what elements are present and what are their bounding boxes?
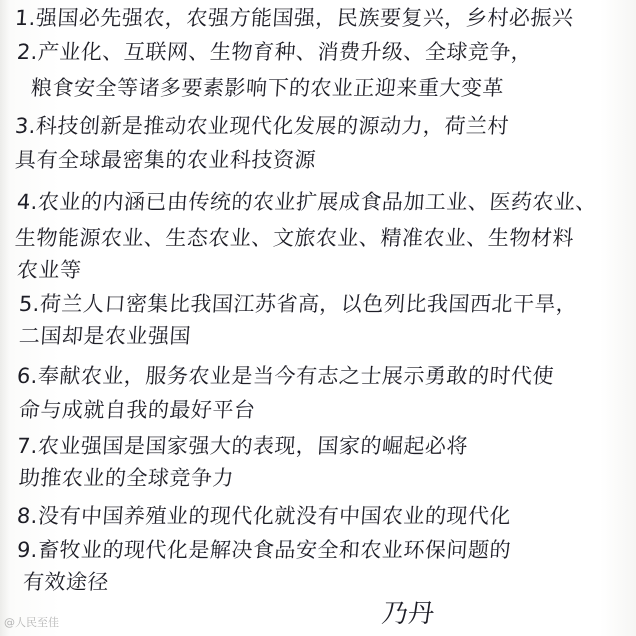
watermark: @人民至佳 (4, 616, 59, 629)
note-line-16: 9.畜牧业的现代化是解决食品安全和农业环保问题的 (16, 538, 512, 562)
note-line-3: 粮食安全等诸多要素影响下的农业正迎来重大变革 (30, 76, 505, 100)
note-line-5: 具有全球最密集的农业科技资源 (14, 148, 317, 172)
note-line-14: 助推农业的全球竞争力 (18, 466, 235, 490)
note-line-10: 二国却是农业强国 (18, 324, 192, 348)
note-line-4: 3.科技创新是推动农业现代化发展的源动力，荷兰村 (14, 114, 510, 138)
note-line-12: 命与成就自我的最好平台 (18, 398, 257, 422)
note-line-17: 有效途径 (22, 570, 110, 594)
note-line-15: 8.没有中国养殖业的现代化就没有中国农业的现代化 (16, 504, 512, 528)
note-line-1: 1.强国必先强农，农强方能国强，民族要复兴，乡村必振兴 (14, 6, 575, 30)
note-line-11: 6.奉献农业，服务农业是当今有志之士展示勇敢的时代使 (16, 364, 555, 388)
note-line-13: 7.农业强国是国家强大的表现，国家的崛起必将 (16, 434, 469, 458)
note-line-9: 5.荷兰人口密集比我国江苏省高，以色列比我国西北干旱， (18, 292, 579, 316)
note-line-7: 生物能源农业、生态农业、文旅农业、精准农业、生物材料 (14, 226, 575, 250)
note-line-2: 2.产业化、互联网、生物育种、消费升级、全球竞争， (16, 40, 534, 64)
note-line-6: 4.农业的内涵已由传统的农业扩展成食品加工业、医药农业、 (16, 190, 598, 214)
author-signature: 乃丹 (379, 599, 437, 629)
note-line-8: 农业等 (16, 258, 83, 282)
